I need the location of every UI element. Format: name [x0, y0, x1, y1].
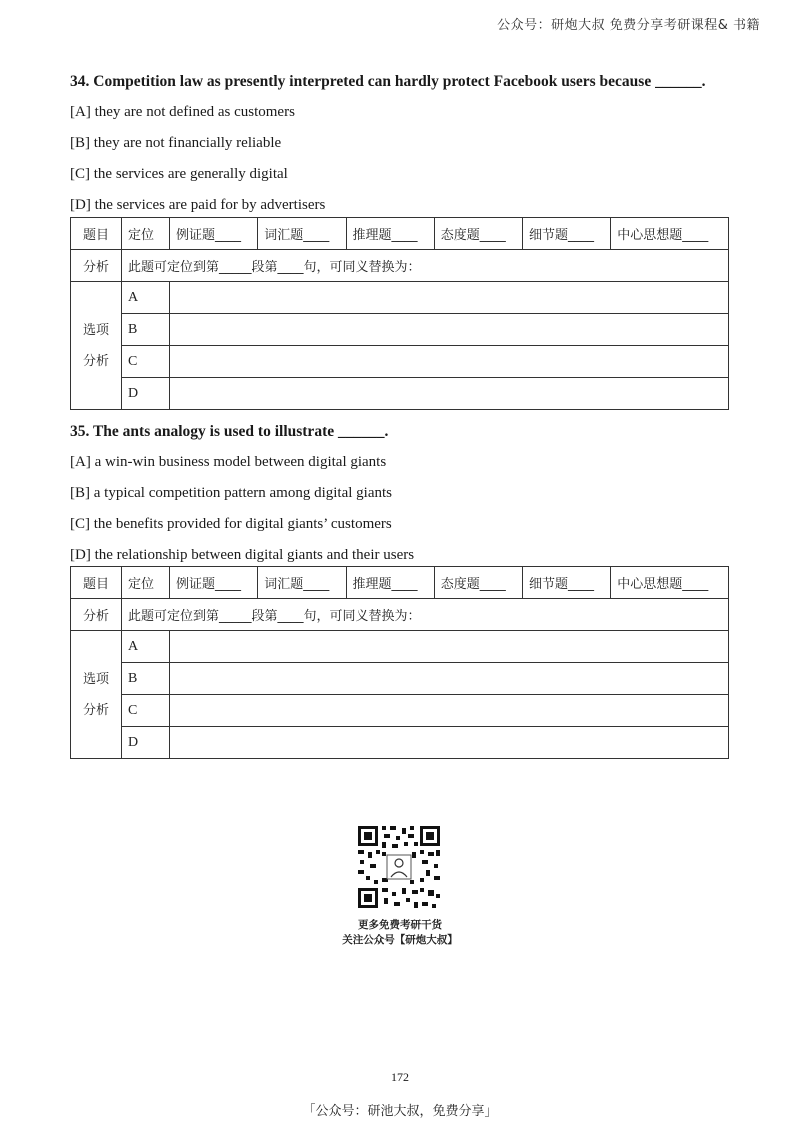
option-b: [B] they are not financially reliable — [70, 135, 282, 151]
answer-cell-a[interactable] — [170, 631, 729, 663]
analysis-label: 分析 — [71, 599, 122, 631]
type-locate: 定位 — [122, 218, 170, 250]
option-c: [C] the services are generally digital — [70, 166, 288, 182]
question-title: 35. The ants analogy is used to illustrate ______. — [70, 423, 389, 440]
answer-cell-b[interactable] — [170, 663, 729, 695]
question-title: 34. Competition law as presently interpreted can hardly protect Facebook users because ______. — [70, 73, 706, 90]
option-c: [C] the benefits provided for digital giants’ customers — [70, 516, 392, 532]
letter-c: C — [122, 695, 170, 727]
type-example: 例证题____ — [170, 218, 258, 250]
type-detail: 细节题____ — [523, 218, 611, 250]
letter-a: A — [122, 631, 170, 663]
type-main-idea: 中心思想题____ — [611, 567, 729, 599]
analysis-table-35 — [70, 566, 729, 759]
answer-cell-d[interactable] — [170, 727, 729, 759]
answer-cell-c[interactable] — [170, 346, 729, 378]
option-d: [D] the services are paid for by advertisers — [70, 197, 326, 213]
type-vocab: 词汇题____ — [258, 567, 346, 599]
header-watermark: 公众号：研炮大叔 免费分享考研课程& 书籍 — [497, 18, 760, 33]
topic-label: 题目 — [71, 567, 122, 599]
analysis-table-34 — [70, 217, 729, 410]
option-a: [A] a win-win business model between digital giants — [70, 454, 387, 470]
option-b: [B] a typical competition pattern among digital giants — [70, 485, 393, 501]
topic-label: 题目 — [71, 218, 122, 250]
type-attitude: 态度题____ — [434, 218, 522, 250]
locate-text: 此题可定位到第_____段第____句，可同义替换为： — [122, 599, 729, 631]
qr-caption-line1: 更多免费考研干货 — [358, 919, 442, 931]
type-locate: 定位 — [122, 567, 170, 599]
answer-cell-a[interactable] — [170, 282, 729, 314]
answer-cell-b[interactable] — [170, 314, 729, 346]
option-a: [A] they are not defined as customers — [70, 104, 295, 120]
letter-c: C — [122, 346, 170, 378]
type-example: 例证题____ — [170, 567, 258, 599]
letter-d: D — [122, 378, 170, 410]
qr-code-icon — [356, 824, 442, 910]
letter-b: B — [122, 314, 170, 346]
letter-b: B — [122, 663, 170, 695]
page-number: 172 — [391, 1070, 409, 1084]
option-label-2: 分析 — [82, 353, 109, 369]
letter-a: A — [122, 282, 170, 314]
letter-d: D — [122, 727, 170, 759]
type-vocab: 词汇题____ — [258, 218, 346, 250]
option-d: [D] the relationship between digital giants and their users — [70, 547, 415, 563]
qr-caption-line2: 关注公众号【研炮大叔】 — [342, 934, 458, 946]
analysis-label: 分析 — [71, 250, 122, 282]
option-analysis-label — [71, 282, 122, 410]
option-label-1: 选项 — [82, 322, 109, 338]
question-35 — [70, 423, 415, 563]
answer-cell-c[interactable] — [170, 695, 729, 727]
type-inference: 推理题____ — [346, 218, 434, 250]
question-34 — [70, 73, 706, 213]
answer-cell-d[interactable] — [170, 378, 729, 410]
footer-watermark: 「公众号：研池大叔，免费分享」 — [302, 1104, 498, 1119]
option-label-2: 分析 — [82, 702, 109, 718]
type-main-idea: 中心思想题____ — [611, 218, 729, 250]
option-label-1: 选项 — [82, 671, 109, 687]
type-detail: 细节题____ — [523, 567, 611, 599]
type-attitude: 态度题____ — [434, 567, 522, 599]
locate-text: 此题可定位到第_____段第____句，可同义替换为： — [122, 250, 729, 282]
type-inference: 推理题____ — [346, 567, 434, 599]
option-analysis-label — [71, 631, 122, 759]
